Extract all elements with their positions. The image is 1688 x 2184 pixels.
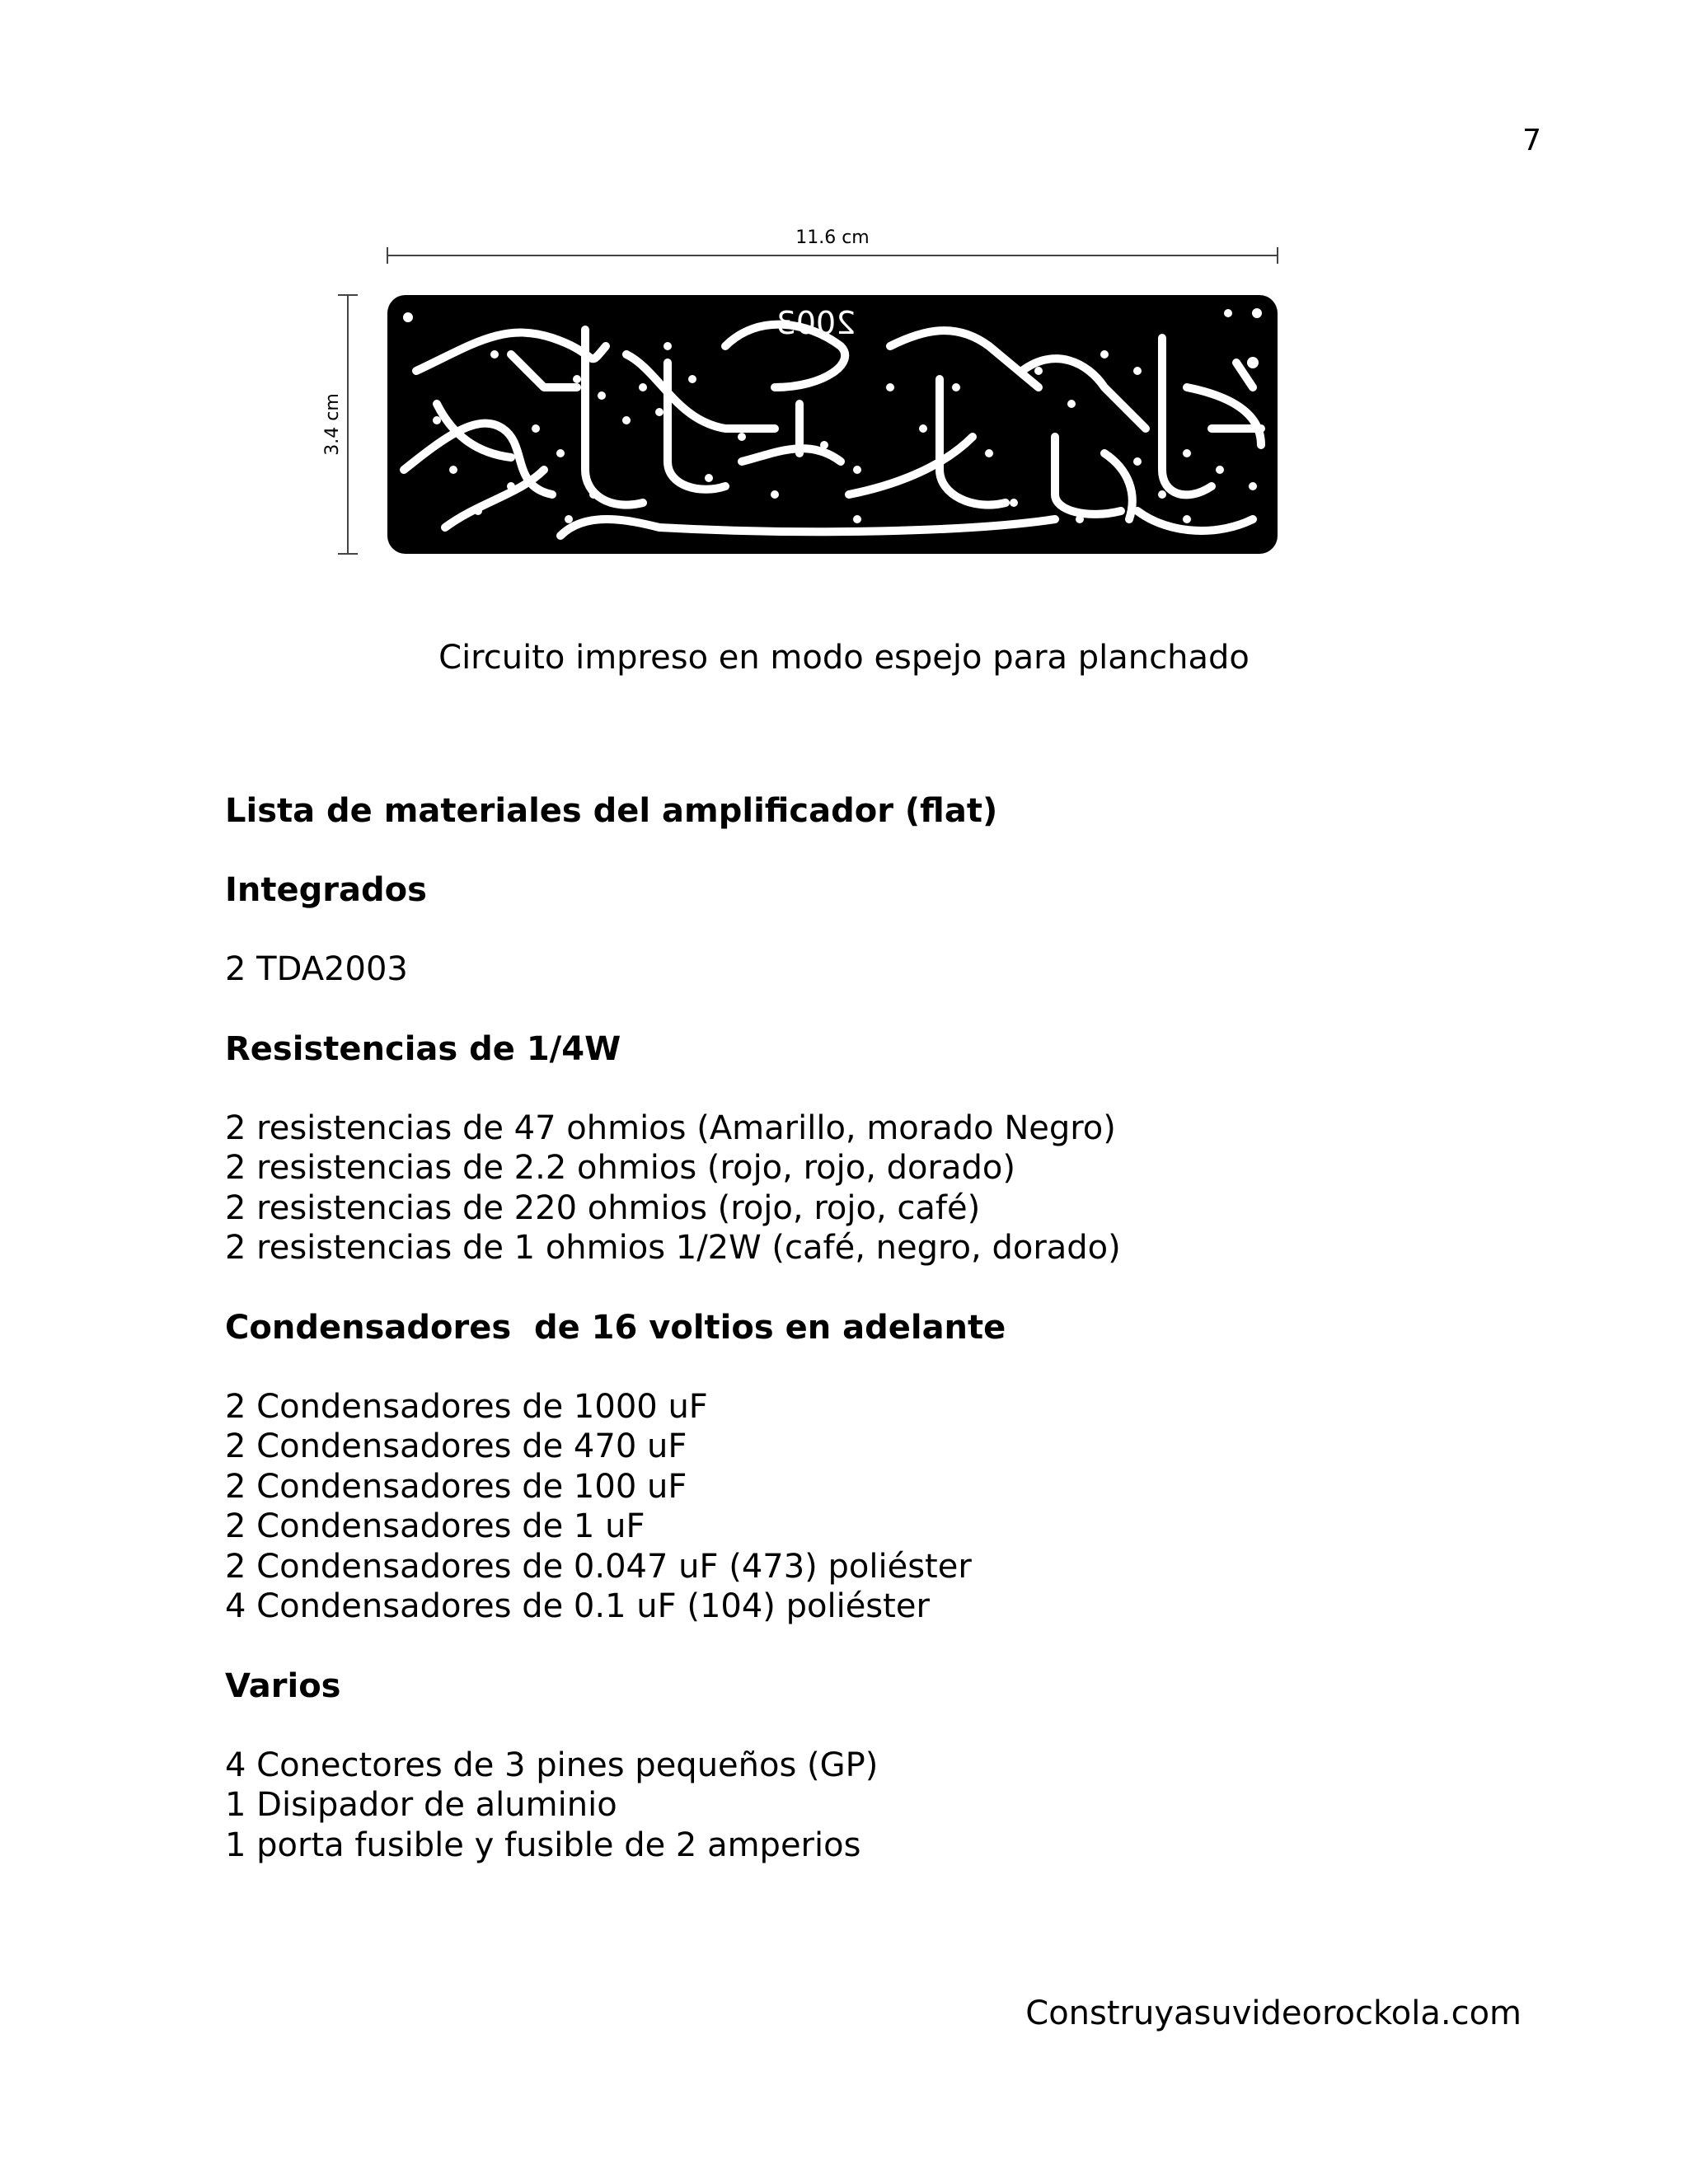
list-item: 2 Condensadores de 0.047 uF (473) poliéster <box>225 1547 972 1586</box>
pcb-board <box>387 295 1278 554</box>
condensadores-list <box>225 1387 1544 1627</box>
list-item: 1 porta fusible y fusible de 2 amperios <box>225 1825 861 1864</box>
list-item: 4 Condensadores de 0.1 uF (104) poliéster <box>225 1587 930 1625</box>
resistencias-list <box>225 1108 1544 1268</box>
section-heading-integrados: Integrados <box>225 871 427 909</box>
list-item: 2 Condensadores de 100 uF <box>225 1467 687 1506</box>
list-item: 4 Conectores de 3 pines pequeños (GP) <box>225 1746 879 1784</box>
integrados-list <box>225 949 1544 990</box>
list-item: 2 resistencias de 220 ohmios (rojo, rojo, café) <box>225 1188 981 1227</box>
footer-website: Construyasuvideorockola.com <box>1025 1994 1522 2032</box>
board-label: 2003 <box>776 305 856 341</box>
list-item: 2 Condensadores de 470 uF <box>225 1427 687 1465</box>
materials-title: Lista de materiales del amplificador (flat) <box>225 792 998 830</box>
list-item: 2 Condensadores de 1000 uF <box>225 1387 708 1426</box>
list-item: 1 Disipador de aluminio <box>225 1786 617 1824</box>
list-item: 2 resistencias de 2.2 ohmios (rojo, rojo, dorado) <box>225 1149 1015 1187</box>
pcb-layout-drawing <box>313 223 1302 569</box>
figure-caption: Circuito impreso en modo espejo para planchado <box>438 639 1250 677</box>
section-heading-varios: Varios <box>225 1666 341 1705</box>
height-dimension-label: 3.4 cm <box>322 393 343 456</box>
varios-list <box>225 1746 1544 1866</box>
page-number: 7 <box>1522 124 1541 157</box>
list-item: 2 resistencias de 1 ohmios 1/2W (café, negro, dorado) <box>225 1229 1121 1267</box>
list-item: 2 TDA2003 <box>225 950 408 988</box>
list-item: 2 resistencias de 47 ohmios (Amarillo, morado Negro) <box>225 1108 1116 1147</box>
section-heading-condensadores: Condensadores de 16 voltios en adelante <box>225 1308 1006 1347</box>
width-dimension-line <box>387 247 1278 264</box>
list-item: 2 Condensadores de 1 uF <box>225 1507 645 1545</box>
width-dimension-label: 11.6 cm <box>795 227 870 248</box>
materials-list <box>225 791 1544 1865</box>
section-heading-resistencias: Resistencias de 1/4W <box>225 1029 621 1068</box>
pcb-figure <box>313 223 1302 569</box>
